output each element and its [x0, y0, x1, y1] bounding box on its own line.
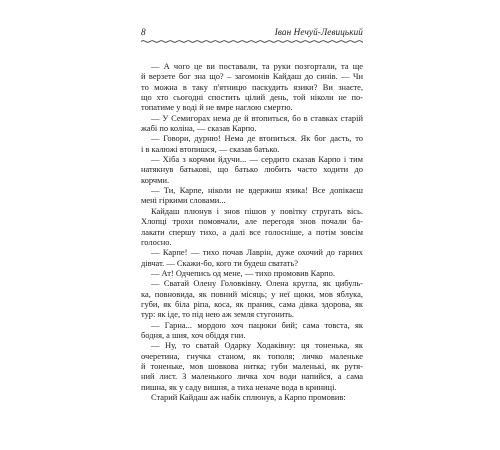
text-line: й верзете бог зна що? – загомонів Кайдаш до синів. — Чи	[141, 71, 363, 82]
text-line: мені гіркими словами...	[141, 195, 226, 206]
paragraph	[141, 206, 363, 247]
text-line: — Ат! Одчепись од мене, — тихо промовив Карпо.	[151, 267, 336, 278]
text-line: топатиме у воді й не вмре наглою смертю.	[141, 102, 293, 113]
text-line: дівчат. — Скажи-бо, кого ти будеш сватать?	[141, 257, 298, 268]
text-line: ний лист. З маленького личка хоч води напийся, а сама	[141, 371, 363, 382]
page-header	[141, 26, 363, 38]
text-line: — У Семигорах нема де й втопиться, бо в ставках старій	[151, 112, 363, 123]
paragraph	[141, 340, 363, 392]
text-line: — Хіба з корчми йдучи... — сердито сказав Карпо і тим	[151, 154, 363, 165]
text-line: ка, повновида, як повний місяць; у неї щоки, мов яблука,	[141, 288, 363, 299]
wavy-divider	[141, 39, 363, 44]
paragraph	[141, 154, 363, 185]
text-line: лакати спершу тихо, а далі все голосніше, а потім зовсім	[141, 226, 363, 237]
text-line: Кайдаш плюнув і знов пішов у повітку стругать вісь.	[151, 205, 363, 216]
paragraph	[141, 185, 363, 206]
text-line: — А чого це ви поставали, та руки позгортали, та ще	[151, 61, 363, 71]
paragraph	[141, 113, 363, 134]
text-line: що хто сьогодні спостить цілий день, той ніколи не по-	[141, 92, 363, 103]
paragraph	[141, 61, 363, 113]
text-line: й тоненьке, мов шовкова нитка; губи маленькі, як рутя-	[141, 360, 363, 371]
body-text	[141, 61, 363, 402]
text-line: очеретина, гнучка станом, як тополя; личко маленьке	[141, 350, 363, 361]
text-line: — Карпе! — тихо почав Лаврін, дуже охочий до гарних	[151, 247, 363, 258]
paragraph	[141, 247, 363, 268]
paragraph	[141, 392, 363, 402]
text-line: — Говори, дурню! Нема де втопиться. Як бог дасть, то	[151, 133, 363, 144]
paragraph	[141, 278, 363, 319]
text-line: бодня, а шия, хоч обіддя гни.	[141, 329, 246, 340]
text-line: Хлопці трохи помовчали, але перегодя знов почали ба-	[141, 216, 363, 227]
text-line: корчми.	[141, 174, 170, 185]
text-line: тур: як іде, то під нею аж земля стугонить.	[141, 309, 294, 320]
text-line: то можна в таку п'ятницю паскудить язики? Ви знаєте,	[141, 81, 363, 92]
paragraph	[141, 268, 363, 278]
text-line: натякнув батькові, що батько любить часто ходити до	[141, 164, 363, 175]
text-line: — Сватай Олену Головківну. Олена кругла, як цибуль-	[151, 278, 363, 289]
text-line: — Ти, Карпе, ніколи не вдержиш язика! Все допікаєш	[151, 185, 363, 196]
text-line: — Ну, то сватай Одарку Ходаківну: ця тоненька, як	[151, 340, 363, 351]
text-line: Старий Кайдаш аж набік сплюнув, а Карпо промовив:	[151, 392, 346, 402]
text-line: пишна, як у саду вишня, а тиха неначе вода в криниці.	[141, 381, 337, 392]
text-line: жабі по коліна, — сказав Карпо.	[141, 123, 257, 134]
page-number: 8	[141, 27, 146, 37]
text-line: — Гарна... мордою хоч пацюки бий; сама товста, як	[151, 319, 363, 330]
text-line: губи, як біла ріпа, коса, як праник, сама дівка здорова, як	[141, 298, 363, 309]
paragraph	[141, 320, 363, 341]
text-line: голосно.	[141, 236, 172, 247]
text-line: і в калюжі втопишся, — сказав батько.	[141, 143, 280, 154]
paragraph	[141, 133, 363, 154]
running-title: Іван Нечуй-Левицький	[274, 27, 363, 37]
